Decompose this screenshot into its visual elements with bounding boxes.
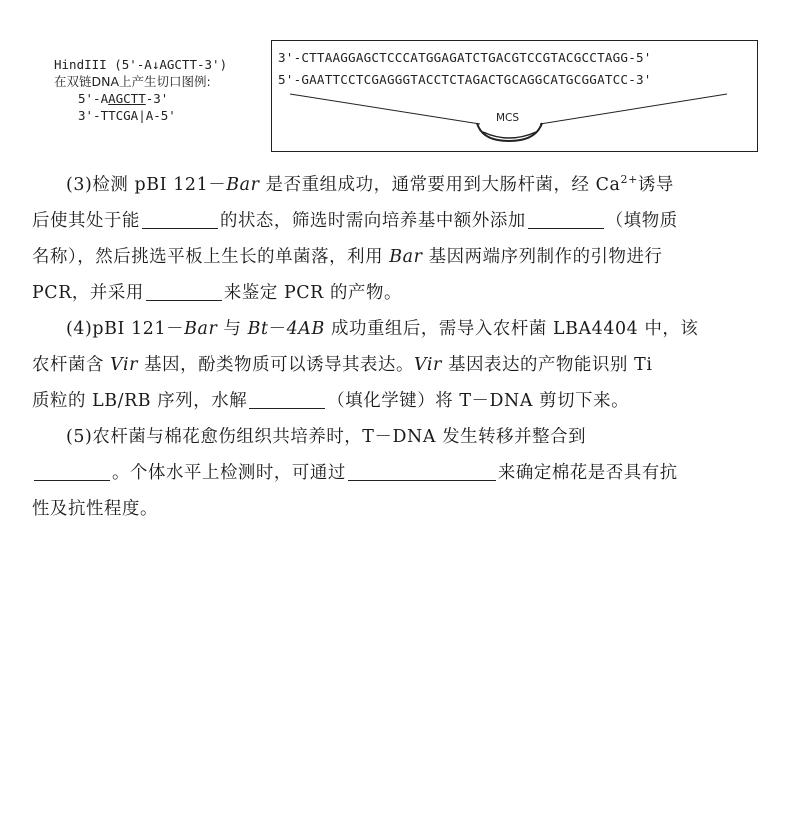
- question-4: (4)pBI 121－Bar 与 Bt－4AB 成功重组后，需导入农杆菌 LBA4404 中，该 农杆菌含 Vir 基因，酚类物质可以诱导其表达。Vir 基因表达的产物能识别 Ti 质粒的 LB/RB 序列，水解 （填化学键）将 T－DNA 剪切下来。: [32, 319, 699, 411]
- mcs-right-bracket-line: [540, 94, 727, 124]
- hindiii-enzyme-line: HindIII (5'-A↓AGCTT-3'): [54, 57, 228, 72]
- hindiii-top-seq: 5'-AAGCTT-3': [78, 91, 169, 106]
- answer-blank-q4-1[interactable]: [249, 390, 325, 409]
- question-5: (5)农杆菌与棉花愈伤组织共培养时，T－DNA 发生转移并整合到 。个体水平上检测时，可通过 来确定棉花是否具有抗 性及抗性程度。: [32, 427, 678, 519]
- mcs-sequence-box: [271, 40, 758, 152]
- hindiii-caption: 在双链DNA上产生切口图例:: [54, 74, 211, 89]
- question-3: (3)检测 pBI 121－Bar 是否重组成功，通常要用到大肠杆菌，经 $Ca^{2+}$诱导 后使其处于能 的状态，筛选时需向培养基中额外添加 （填物质 名称），然后挑选平板上生长的单菌落，利用 Bar 基因两端序列制作的引物进行 PCR，并采用 来鉴定 PCR 的产物。: [32, 173, 678, 303]
- mcs-left-bracket-line: [290, 94, 480, 124]
- answer-blank-q5-1[interactable]: [34, 462, 110, 481]
- hindiii-bottom-seq: 3'-TTCGA|A-5': [78, 108, 176, 123]
- mcs-plasmid-diagram: [272, 41, 759, 153]
- answer-blank-q3-1[interactable]: [142, 210, 218, 229]
- answer-blank-q5-2[interactable]: [348, 462, 496, 481]
- answer-blank-q3-2[interactable]: [528, 210, 604, 229]
- hindiii-legend: [54, 56, 227, 124]
- mcs-label: MCS: [496, 112, 520, 124]
- mcs-strand-bottom: 5'-GAATTCCTCGAGGGTACCTCTAGACTGCAGGCATGCGGATCC-3': [278, 72, 652, 87]
- mcs-strand-top: 3'-CTTAAGGAGCTCCCATGGAGATCTGACGTCCGTACGCCTAGG-5': [278, 50, 652, 65]
- answer-blank-q3-3[interactable]: [146, 282, 222, 301]
